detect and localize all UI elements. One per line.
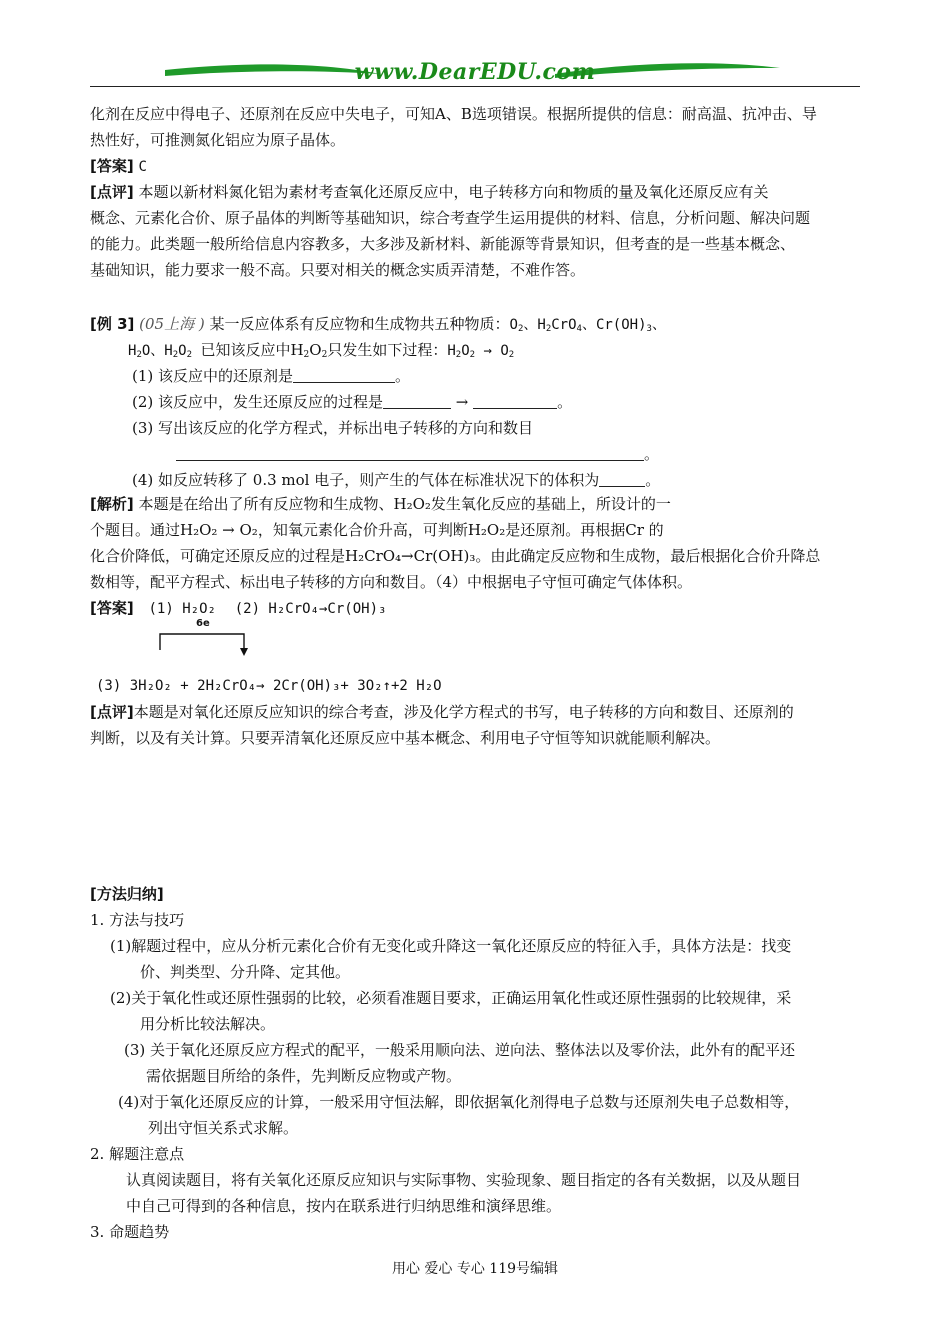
example3-q3: (3) 写出该反应的化学方程式，并标出电子转移的方向和数目 xyxy=(132,419,534,437)
electron-transfer-arrow xyxy=(158,620,258,656)
method-s3: 3. 命题趋势 xyxy=(90,1223,170,1241)
q4-blank xyxy=(599,472,645,487)
answer2-equation: (3) 3H₂O₂ + 2H₂CrO₄→ 2Cr(OH)₃+ 3O₂↑+2 H₂O xyxy=(96,678,442,694)
answer1-value: C xyxy=(138,159,147,175)
logo-text: www.DearEDU.com xyxy=(354,59,596,85)
comment1-line4: 基础知识，能力要求一般不高。只要对相关的概念实质弄清楚，不难作答。 xyxy=(90,261,586,279)
method-s2-a: 认真阅读题目，将有关氧化还原反应知识与实际事物、实验现象、题目指定的各有关数据，以及从题目 xyxy=(126,1171,802,1189)
analysis-line2: 个题目。通过H₂O₂ → O₂，知氧元素化合价升高，可判断H₂O₂是还原剂。再根据Cr 的 xyxy=(90,521,664,539)
comment1-line1 xyxy=(90,182,769,202)
analysis-text1: 本题是在给出了所有反应物和生成物、H₂O₂发生氧化反应的基础上，所设计的一 xyxy=(138,495,671,513)
example3-stem-text: 某一反应体系有反应物和生成物共五种物质： xyxy=(209,315,510,333)
example3-q4: (4) 如反应转移了 0.3 mol 电子，则产生的气体在标准状况下的体积为 。 xyxy=(132,471,661,489)
analysis-tag: [解析] xyxy=(90,495,134,513)
example3-stem: [例 3] (05上海 ) 某一反应体系有反应物和生成物共五种物质：$O_2$、$H_2CrO_4$、$Cr(OH)_3$、 xyxy=(90,315,666,334)
analysis-line3: 化合价降低，可确定还原反应的过程是H₂CrO₄→Cr(OH)₃。由此确定反应物和生成物，最后根据化合价升降总 xyxy=(90,547,821,565)
example3-q2: (2) 该反应中，发生还原反应的过程是 → 。 xyxy=(132,393,573,411)
example3-stem-cont: $H_2O$、$H_2O_2$ 已知该反应中$H_2O_2$只发生如下过程：$H_2O_2 \to O_2$ xyxy=(128,341,515,360)
q3-blank xyxy=(176,446,644,461)
answer2-line xyxy=(90,598,386,619)
comment2-line1 xyxy=(90,702,794,722)
comment1-line2: 概念、元素化合价、原子晶体的判断等基础知识，综合考查学生运用提供的材料、信息，分析问题、解决问题 xyxy=(90,209,811,227)
header-rule xyxy=(90,86,860,87)
answer1 xyxy=(90,156,147,177)
method-title: [方法归纳] xyxy=(90,885,164,903)
comment1-tag: [点评] xyxy=(90,183,134,201)
electron-label: 6e xyxy=(196,618,210,629)
q2-blank-b xyxy=(473,394,557,409)
analysis-line4: 数相等，配平方程式、标出电子转移的方向和数目。（4）中根据电子守恒可确定气体体积。 xyxy=(90,573,693,591)
method-s1-3a: (3) 关于氧化还原反应方程式的配平，一般采用顺向法、逆向法、整体法以及零价法，此外有的配平还 xyxy=(124,1041,796,1059)
answer2-a1: (1) H₂O₂ xyxy=(148,601,216,617)
para1-line1: 化剂在反应中得电子、还原剂在反应中失电子，可知A、B选项错误。根据所提供的信息：耐高温、抗冲击、导 xyxy=(90,105,817,123)
q1-text: (1) 该反应中的还原剂是 xyxy=(132,367,294,385)
answer1-tag: [答案] xyxy=(90,157,134,175)
example3-tag: [例 3] xyxy=(90,315,135,333)
example3-q3-blank-line: 。 xyxy=(176,444,659,464)
method-s1-4a: (4)对于氧化还原反应的计算，一般采用守恒法解，即依据氧化剂得电子总数与还原剂失电子总数相等， xyxy=(118,1093,800,1111)
method-s1-2a: (2)关于氧化性或还原性强弱的比较，必须看准题目要求，正确运用氧化性或还原性强弱的比较规律，采 xyxy=(110,989,792,1007)
q1-blank xyxy=(293,368,395,383)
para1-line2: 热性好，可推测氮化铝应为原子晶体。 xyxy=(90,131,346,149)
example3-source: (05上海 ) xyxy=(139,315,205,333)
method-s1-3b: 需依据题目所给的条件，先判断反应物或产物。 xyxy=(146,1067,462,1085)
method-s2-b: 中自己可得到的各种信息，按内在联系进行归纳思维和演绎思维。 xyxy=(126,1197,562,1215)
example3-q1: (1) 该反应中的还原剂是 。 xyxy=(132,367,411,385)
answer2-a2: (2) H₂CrO₄→Cr(OH)₃ xyxy=(234,601,387,617)
q2-text: (2) 该反应中，发生还原反应的过程是 xyxy=(132,393,384,411)
method-s1-4b: 列出守恒关系式求解。 xyxy=(148,1119,299,1137)
method-s1: 1. 方法与技巧 xyxy=(90,911,185,929)
page-footer: 用心 爱心 专心 119号编辑 xyxy=(391,1261,559,1277)
comment1-line3: 的能力。此类题一般所给信息内容教多，大多涉及新材料、新能源等背景知识，但考查的是一些基本概念、 xyxy=(90,235,796,253)
q2-blank-a xyxy=(383,394,451,409)
comment2-tag: [点评] xyxy=(90,703,134,721)
method-s2: 2. 解题注意点 xyxy=(90,1145,185,1163)
comment2-line2: 判断，以及有关计算。只要弄清氧化还原反应中基本概念、利用电子守恒等知识就能顺利解决。 xyxy=(90,729,721,747)
comment2-text1: 本题是对氧化还原反应知识的综合考查，涉及化学方程式的书写，电子转移的方向和数目、还原剂的 xyxy=(133,703,794,721)
method-s1-1b: 价、判类型、分升降、定其他。 xyxy=(140,963,351,981)
q4-text: (4) 如反应转移了 0.3 mol 电子，则产生的气体在标准状况下的体积为 xyxy=(132,471,600,489)
method-s1-2b: 用分析比较法解决。 xyxy=(140,1015,276,1033)
answer2-tag: [答案] xyxy=(90,599,134,617)
comment1-text1: 本题以新材料氮化铝为素材考查氧化还原反应中，电子转移方向和物质的量及氧化还原反应有关 xyxy=(138,183,769,201)
analysis-line1 xyxy=(90,494,671,514)
method-s1-1a: (1)解题过程中，应从分析元素化合价有无变化或升降这一氧化还原反应的特征入手，具体方法是：找变 xyxy=(110,937,792,955)
